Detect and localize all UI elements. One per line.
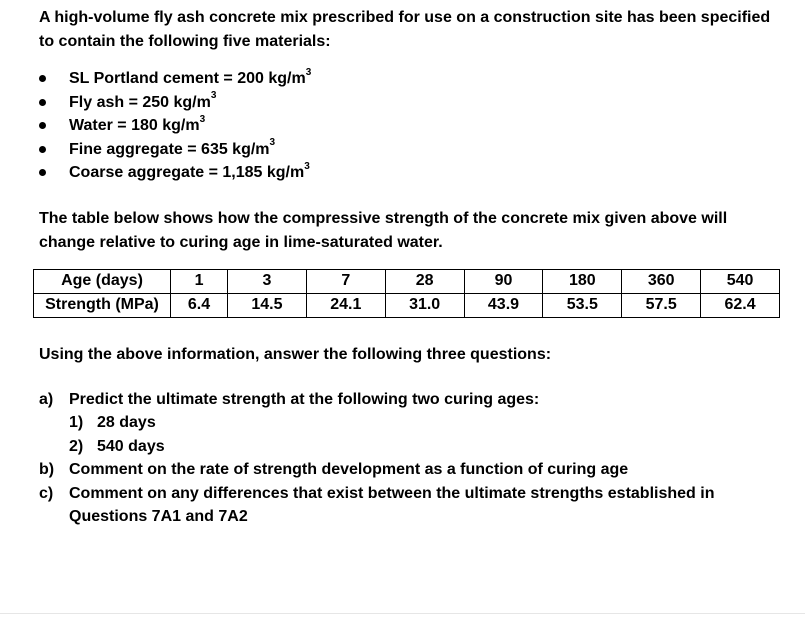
superscript: 3 bbox=[304, 160, 310, 172]
subquestion-marker: 2) bbox=[69, 437, 84, 455]
question-c bbox=[39, 482, 784, 529]
table-cell: 7 bbox=[306, 269, 385, 293]
questions-intro-paragraph: Using the above information, answer the following three questions: bbox=[39, 345, 552, 363]
table-cell: 62.4 bbox=[701, 293, 780, 317]
subquestion-2 bbox=[69, 435, 784, 459]
bullet-icon bbox=[39, 99, 46, 106]
question-a bbox=[39, 388, 784, 459]
question-marker: a) bbox=[39, 390, 54, 408]
bullet-icon bbox=[39, 75, 46, 82]
table-row-age bbox=[34, 269, 780, 293]
question-text: Predict the ultimate strength at the following two curing ages: bbox=[69, 390, 540, 408]
material-item-fine-aggregate bbox=[39, 138, 784, 162]
table-intro-paragraph: The table below shows how the compressive strength of the concrete mix given above will change relative to curing age in lime-saturated water. bbox=[39, 209, 728, 251]
subquestion-text: 540 days bbox=[97, 437, 165, 455]
superscript: 3 bbox=[269, 137, 276, 149]
table-cell: 31.0 bbox=[385, 293, 464, 317]
row-header-strength: Strength (MPa) bbox=[34, 293, 171, 317]
table-cell: 14.5 bbox=[228, 293, 307, 317]
materials-list bbox=[39, 67, 784, 185]
subquestion-1 bbox=[69, 411, 784, 435]
table-row-strength bbox=[34, 293, 780, 317]
table-cell: 3 bbox=[228, 269, 307, 293]
subquestion-text: 28 days bbox=[97, 414, 156, 431]
material-text: Water = 180 kg/m bbox=[69, 117, 200, 134]
question-marker: c) bbox=[39, 484, 54, 502]
table-cell: 180 bbox=[543, 269, 622, 293]
subquestion-marker: 1) bbox=[69, 414, 84, 431]
bullet-icon bbox=[39, 169, 46, 176]
strength-table bbox=[33, 269, 780, 318]
question-b bbox=[39, 458, 784, 482]
question-marker: b) bbox=[39, 461, 55, 478]
row-header-age: Age (days) bbox=[34, 269, 171, 293]
superscript: 3 bbox=[210, 90, 217, 102]
question-text: Comment on any differences that exist between the ultimate strengths established in Questions 7A1 and 7A2 bbox=[69, 484, 715, 525]
material-item-cement bbox=[39, 67, 784, 91]
material-text: Coarse aggregate = 1,185 kg/m bbox=[69, 164, 305, 181]
question-text: Comment on the rate of strength development as a function of curing age bbox=[69, 461, 629, 478]
intro-paragraph: A high-volume fly ash concrete mix prescribed for use on a construction site has been specified to contain the following five materials: bbox=[39, 9, 771, 50]
superscript: 3 bbox=[199, 113, 206, 125]
document-page bbox=[39, 6, 784, 529]
table-cell: 28 bbox=[385, 269, 464, 293]
material-item-coarse-aggregate bbox=[39, 161, 784, 185]
material-text: Fine aggregate = 635 kg/m bbox=[69, 140, 270, 158]
table-cell: 6.4 bbox=[171, 293, 228, 317]
table-cell: 53.5 bbox=[543, 293, 622, 317]
page-bottom-divider bbox=[0, 613, 805, 614]
table-cell: 540 bbox=[701, 269, 780, 293]
table-cell: 360 bbox=[622, 269, 701, 293]
material-text: Fly ash = 250 kg/m bbox=[69, 93, 211, 111]
questions-list bbox=[39, 388, 784, 529]
bullet-icon bbox=[39, 146, 46, 153]
table-cell: 90 bbox=[464, 269, 543, 293]
table-cell: 57.5 bbox=[622, 293, 701, 317]
subquestions-list bbox=[69, 411, 784, 458]
table-cell: 43.9 bbox=[464, 293, 543, 317]
superscript: 3 bbox=[305, 66, 312, 78]
bullet-icon bbox=[39, 122, 46, 129]
material-item-water bbox=[39, 114, 784, 138]
material-item-fly-ash bbox=[39, 91, 784, 115]
table-cell: 24.1 bbox=[306, 293, 385, 317]
material-text: SL Portland cement = 200 kg/m bbox=[69, 70, 306, 87]
table-cell: 1 bbox=[171, 269, 228, 293]
